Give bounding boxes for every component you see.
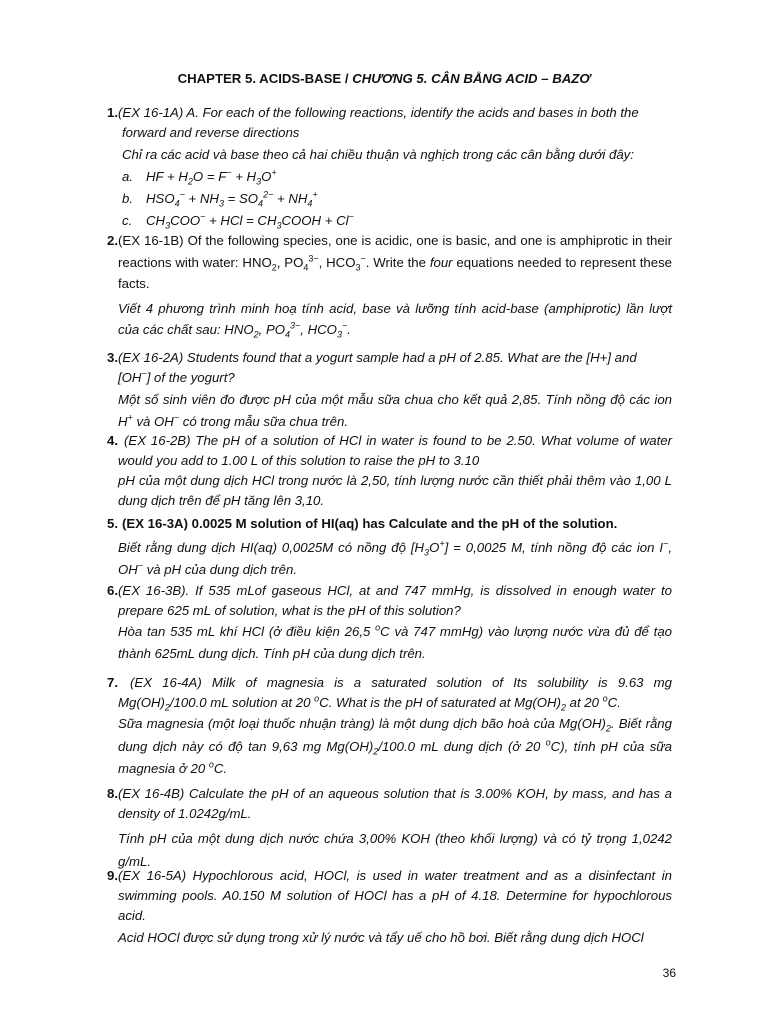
page-number: 36	[662, 966, 676, 980]
q1-english-line1: (EX 16-1A) A. For each of the following reactions, identify the acids and bases in both the	[118, 105, 639, 120]
q8-vietnamese: Tính pH của một dung dịch nước chứa 3,00% KOH (theo khối lượng) và có tỷ trọng 1,0242 g/mL.	[118, 831, 672, 869]
q5-vietnamese: Biết rằng dung dịch HI(aq) 0,0025M có nồng độ $[H_3O^+] = 0,0025$ M, tính nồng độ các ion I−, OH− và pH của dung dịch trên.	[118, 538, 672, 577]
q4-vietnamese: pH của một dung dịch HCl trong nước là 2,50, tính lượng nước cần thiết phải thêm vào 1,00 L dung dịch trên để pH tăng lên 3,10.	[118, 473, 672, 508]
q1-vietnamese: Chỉ ra các acid và base theo cả hai chiều thuận và nghịch trong các cân bằng dưới đây:	[122, 147, 634, 162]
q3-vietnamese: Một số sinh viên đo được pH của một mẫu sữa chua cho kết quả 2,85. Tính nồng độ các ion H+ và OH− có trong mẫu sữa chua trên.	[118, 392, 672, 429]
q5-english: (EX 16-3A) 0.0025 M solution of HI(aq) has Calculate and the pH of the solution.	[122, 516, 618, 531]
q3-english: (EX 16-2A) Students found that a yogurt sample had a pH of 2.85. What are the [H+] and [OH−] of the yogurt?	[118, 350, 637, 385]
q1-reaction-c: c. $CH_3COO^-$ + HCl = $CH_3COOH + Cl^-$	[122, 211, 354, 231]
q2-english: (EX 16-1B) Of the following species, one is acidic, one is basic, and one is amphiprotic in their reactions with water: $HNO_2$, $PO_4^{3-}$, $HCO_3^-$. Write the four equations needed to represent these facts.	[118, 233, 672, 291]
q6-vietnamese: Hòa tan 535 mL khí HCl (ở điều kiện 26,5 $^o$C và 747 mmHg) vào lượng nước vừa đủ để tạo thành 625mL dung dịch. Tính pH của dung dịch trên.	[118, 622, 672, 661]
q9-english: (EX 16-5A) Hypochlorous acid, HOCl, is used in water treatment and as a disinfectant in swimming pools. A0.150 M solution of HOCl has a pH of 4.18. Determine for hypochlorous acid.	[118, 868, 672, 923]
q7-english: (EX 16-4A) Milk of magnesia is a saturated solution of Its solubility is 9.63 mg $Mg(OH)_2/100.0$ mL solution at 20 $^o$C. What is the pH of saturated at $Mg(OH)_2$ at 20 $^o$C.	[118, 675, 672, 713]
q7-vietnamese: Sữa magnesia (một loại thuốc nhuận tràng) là một dung dịch bão hoà của $Mg(OH)_2$. Biết rằng dung dịch này có độ tan 9,63 mg $Mg(OH)_2/100.0$ mL dung dịch (ở 20 $^o$C), tính pH của sữa magnesia ở 20 $^o$C.	[118, 716, 673, 776]
page-title: CHAPTER 5. ACIDS-BASE / CHƯƠNG 5. CÂN BẰNG ACID – BAZƠ	[177, 71, 591, 86]
q1-english-line2: forward and reverse directions	[122, 125, 300, 140]
q4-english: (EX 16-2B) The pH of a solution of HCl in water is found to be 2.50. What volume of water would you add to 1.00 L of this solution to raise the pH to 3.10	[118, 433, 672, 468]
q6-english: (EX 16-3B). If 535 mLof gaseous HCl, at and 747 mmHg, is dissolved in enough water to prepare 625 mL of solution, what is the pH of this solution?	[118, 583, 672, 618]
q9-vietnamese: Acid HOCl được sử dụng trong xử lý nước và tẩy uế cho hồ bơi. Biết rằng dung dịch HOCl	[118, 930, 644, 945]
q1-reaction-b: b. $HSO_4^- + NH_3 = SO_4^{2-} + NH_4^+$	[122, 189, 318, 209]
q1-reaction-a: a. HF + $H_2O = F^- + H_3O^+$	[122, 167, 277, 187]
q8-english: (EX 16-4B) Calculate the pH of an aqueous solution that is 3.00% KOH, by mass, and has a density of 1.0242g/mL.	[118, 786, 672, 821]
q2-vietnamese: Viết 4 phương trình minh hoạ tính acid, base và lưỡng tính acid-base (amphiprotic) lần lượt của các chất sau: $HNO_2$, $PO_4^{3-}$, $HCO_3^-$.	[118, 300, 672, 340]
